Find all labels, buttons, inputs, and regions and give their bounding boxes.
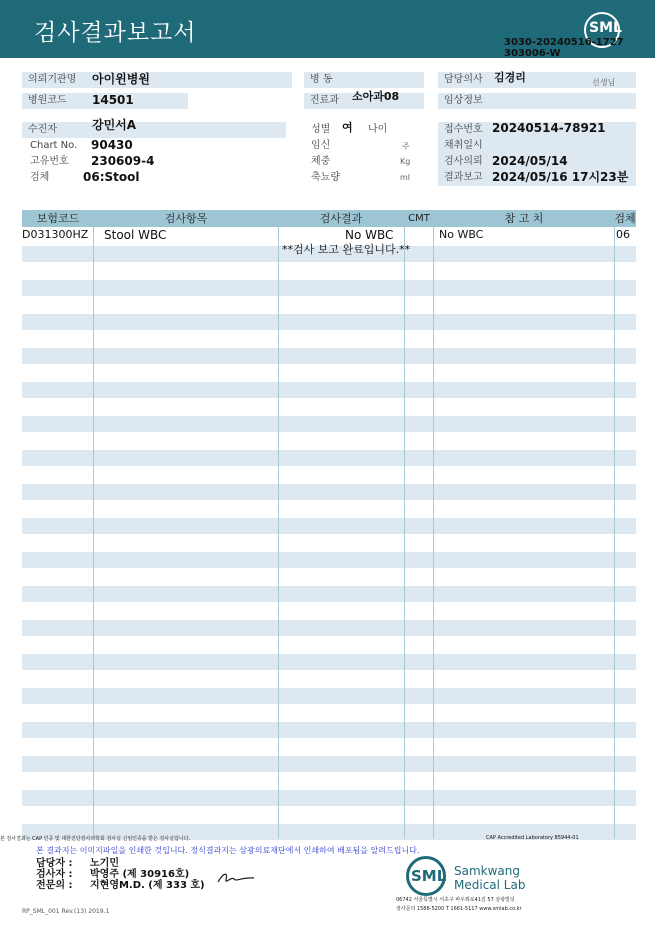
- weight-label: 체중: [311, 156, 331, 167]
- accreditation-note: 본 검사결과는 CAP 인증 및 대한진단검사의학회 검사실 신임인증을 받은 검사실입니다.: [0, 836, 191, 842]
- company-logo-icon: [406, 856, 446, 896]
- pregnancy-unit: 주: [402, 142, 410, 151]
- department-value: 소아과08: [352, 90, 400, 103]
- table-stripe: [22, 688, 636, 704]
- column-header-result: 검사결과: [319, 212, 363, 225]
- urine-unit: ml: [400, 173, 411, 182]
- reference-number: 3030-20240516-1727: [504, 37, 624, 48]
- table-stripe: [22, 382, 636, 398]
- row-reference: No WBC: [439, 228, 484, 241]
- table-stripe: [22, 756, 636, 772]
- specialist-label: 전문의 :: [36, 880, 73, 891]
- hospital-code-value: 14501: [92, 93, 134, 107]
- hospital-code-label: 병원코드: [22, 93, 188, 109]
- table-stripe: [22, 314, 636, 330]
- print-notice: 본 결과지는 이미지파일을 인쇄한 것입니다. 정식결과지는 삼광의료재단에서 인쇄하여 배포됨을 알려드립니다.: [36, 846, 420, 855]
- column-divider: [404, 227, 405, 839]
- row-test-item: Stool WBC: [104, 228, 167, 242]
- pregnancy-label: 임신: [311, 140, 331, 151]
- unique-id-value: 230609-4: [91, 154, 155, 168]
- column-header-insurance-code: 보험코드: [36, 212, 80, 225]
- weight-unit: Kg: [400, 157, 411, 166]
- specimen-value: 06:Stool: [83, 170, 140, 184]
- row-result: No WBC: [345, 228, 394, 242]
- person-in-charge-label: 담당자 :: [36, 858, 73, 869]
- specimen-label: 검체: [30, 172, 50, 183]
- physician-label: 담당의사: [438, 72, 636, 88]
- clinical-info-label: 임상정보: [438, 93, 636, 109]
- patient-name-value: 강민서A: [92, 118, 137, 132]
- form-code: RP_SML_001 Rev.(13) 2019.1: [22, 908, 110, 915]
- table-stripe: [22, 620, 636, 636]
- column-header-cmt: CMT: [408, 213, 430, 224]
- company-name-line2: Medical Lab: [454, 878, 526, 892]
- column-divider: [614, 227, 615, 839]
- table-stripe: [22, 484, 636, 500]
- column-header-reference: 참 고 치: [504, 212, 544, 225]
- age-label: 나이: [368, 124, 388, 135]
- physician-suffix: 선생님: [592, 78, 616, 87]
- table-stripe: [22, 450, 636, 466]
- urine-label: 축뇨량: [311, 172, 340, 183]
- table-stripe: [22, 552, 636, 568]
- company-name-line1: Samkwang: [454, 864, 520, 878]
- row-specimen: 06: [616, 228, 630, 241]
- table-stripe: [22, 280, 636, 296]
- signature-icon: [216, 870, 256, 886]
- department-label: 진료과: [304, 93, 424, 109]
- receipt-no-label: 접수번호: [438, 122, 636, 138]
- table-stripe: [22, 654, 636, 670]
- column-header-test-item: 검사항목: [164, 212, 208, 225]
- ward-label: 병 동: [304, 72, 424, 88]
- chart-no-label: Chart No.: [30, 140, 78, 151]
- table-stripe: [22, 416, 636, 432]
- report-date-label: 결과보고: [438, 170, 636, 186]
- table-stripe: [22, 586, 636, 602]
- row-insurance-code: D031300HZ: [22, 228, 89, 241]
- table-stripe: [22, 518, 636, 534]
- cap-note: CAP Accredited Laboratory 85944-01: [486, 835, 579, 841]
- column-divider: [433, 227, 434, 839]
- completion-note: **검사 보고 완료입니다.**: [282, 243, 411, 256]
- physician-value: 김경리: [494, 71, 526, 84]
- company-address: 06742 서울특별시 서초구 바우뫼로41길 57 삼광빌딩: [396, 897, 515, 903]
- column-divider: [93, 227, 94, 839]
- reference-code: 303006-W: [504, 48, 561, 59]
- request-date-value: 2024/05/14: [492, 154, 568, 168]
- sex-value: 여: [342, 121, 353, 134]
- column-header-specimen: 검체: [614, 212, 636, 225]
- request-date-label: 검사의뢰: [438, 154, 636, 170]
- sex-label: 성별: [311, 124, 331, 135]
- person-in-charge-value: 노기민: [90, 858, 119, 869]
- column-divider: [278, 227, 279, 839]
- company-logo-text: SML: [411, 867, 447, 885]
- receipt-no-value: 20240514-78921: [492, 121, 606, 135]
- unique-id-label: 고유번호: [30, 156, 69, 167]
- table-stripe: [22, 348, 636, 364]
- specialist-value: 지현영M.D. (제 333 호): [90, 880, 205, 891]
- patient-name-label: 수진자: [22, 122, 286, 138]
- examiner-label: 검사자 :: [36, 869, 73, 880]
- table-stripe: [22, 790, 636, 806]
- report-date-value: 2024/05/16 17시23분: [492, 170, 629, 184]
- document-title: 검사결과보고서: [34, 20, 197, 46]
- logo-text: SML: [589, 20, 622, 36]
- table-stripe: [22, 722, 636, 738]
- company-contact: 검사문의 1588-5200 T 1661-5117 www.smlab.co.kr: [396, 906, 522, 912]
- examiner-value: 박영주 (제 30916호): [90, 869, 190, 880]
- collection-date-label: 채취일시: [438, 138, 636, 154]
- hospital-value: 아이윈병원: [92, 72, 150, 86]
- chart-no-value: 90430: [91, 138, 133, 152]
- hospital-label: 의뢰기관명: [22, 72, 292, 88]
